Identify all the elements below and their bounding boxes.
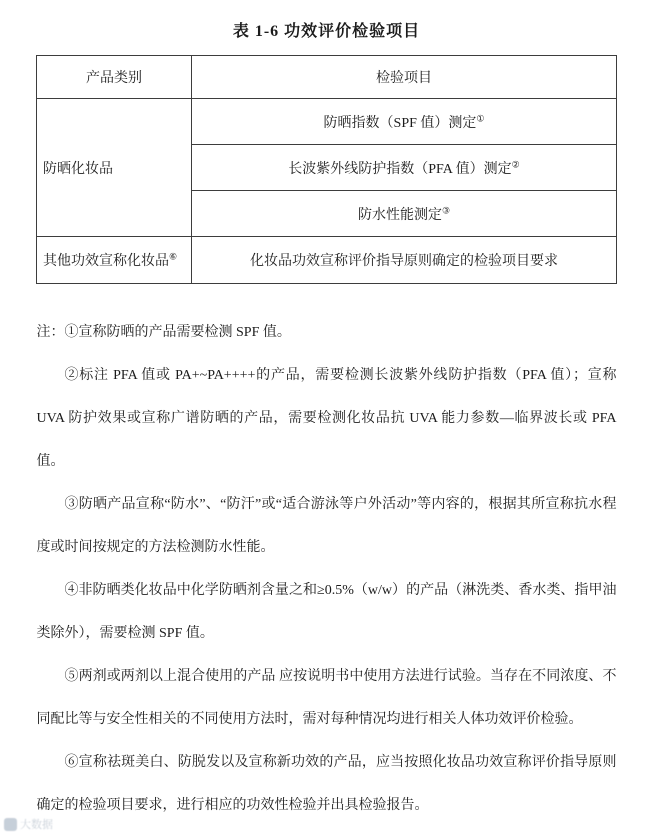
table-row: [37, 99, 617, 145]
watermark-text: 大数据: [20, 819, 53, 831]
watermark-logo-icon: [4, 818, 17, 831]
note-6: ⑥宣称祛斑美白、防脱发以及宣称新功效的产品，应当按照化妆品功效宣称评价指导原则确定的检验项目要求，进行相应的功效性检验并出具检验报告。: [36, 755, 617, 813]
item-text: 长波紫外线防护指数（PFA 值）测定: [288, 161, 512, 177]
item-cell-pfa: [192, 145, 617, 191]
item-text: 化妆品功效宣称评价指导原则确定的检验项目要求: [250, 254, 558, 269]
superscript-note-ref: ⑥: [169, 251, 178, 262]
item-cell-guideline-requirements: [192, 237, 617, 284]
superscript-note-ref: ②: [511, 158, 520, 169]
superscript-note-ref: ①: [476, 112, 485, 123]
table-row: [37, 237, 617, 284]
watermark: [4, 816, 53, 832]
note-2: ②标注 PFA 值或 PA+~PA++++的产品，需要检测长波紫外线防护指数（PFA 值）；宣称 UVA 防护效果或宣称广谱防晒的产品，需要检测化妆品抗 UVA 能力参数—临界波长或 PFA 值。: [36, 368, 617, 469]
category-cell-other-efficacy: [37, 237, 192, 284]
item-cell-waterproof: [192, 191, 617, 237]
table-header-row: [37, 56, 617, 99]
efficacy-evaluation-table: [36, 55, 617, 284]
notes-section: [37, 311, 617, 827]
note-1: 注：①宣称防晒的产品需要检测 SPF 值。: [36, 325, 291, 340]
item-cell-spf: [192, 99, 617, 145]
note-4: ④非防晒类化妆品中化学防晒剂含量之和≥0.5%（w/w）的产品（淋洗类、香水类、指甲油类除外），需要检测 SPF 值。: [36, 583, 617, 641]
category-cell-sunscreen: [37, 99, 192, 237]
note-3: ③防晒产品宣称“防水”、“防汗”或“适合游泳等户外活动”等内容的，根据其所宣称抗水程度或时间按规定的方法检测防水性能。: [36, 497, 617, 555]
item-text: 防晒指数（SPF 值）测定: [323, 115, 477, 131]
category-text: 其他功效宣称化妆品: [43, 254, 169, 269]
col-header-test-items: 检验项目: [192, 56, 617, 99]
document-page: [0, 18, 653, 834]
category-text: 防晒化妆品: [43, 161, 113, 177]
superscript-note-ref: ③: [441, 204, 451, 215]
item-text: 防水性能测定: [357, 207, 442, 223]
table-title: 表 1-6 功效评价检验项目: [232, 23, 421, 40]
col-header-product-category: 产品类别: [37, 56, 192, 99]
note-5: ⑤两剂或两剂以上混合使用的产品 应按说明书中使用方法进行试验。当存在不同浓度、不同配比等与安全性相关的不同使用方法时，需对每种情况均进行相关人体功效评价检验。: [36, 669, 617, 727]
